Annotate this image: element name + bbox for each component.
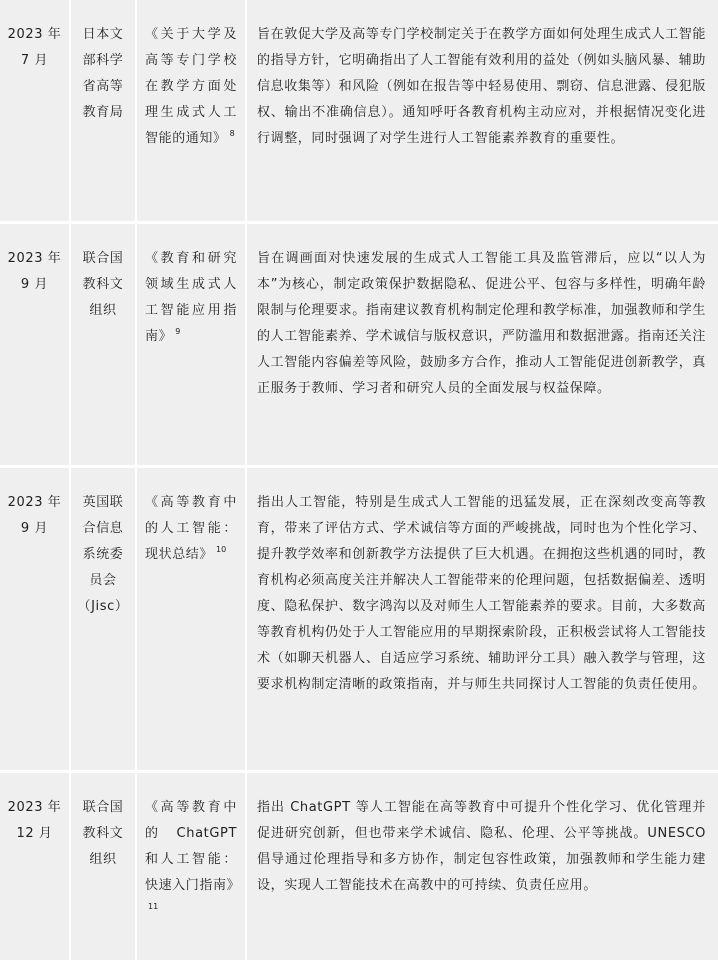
- table-row: [0, 222, 718, 466]
- footnote-marker[interactable]: 10: [216, 544, 227, 554]
- description-cell: 指出人工智能，特别是生成式人工智能的迅猛发展，正在深刻改变高等教育，带来了评估方式、学术诚信等方面的严峻挑战，同时也为个性化学习、提升教学效率和创新教学方法提供了巨大机遇。在拥抱这些机遇的同时，教育机构必须高度关注并解决人工智能带来的伦理问题，包括数据偏差、透明度、隐私保护、数字鸿沟以及对师生人工智能素养的要求。目前，大多数高等教育机构仍处于人工智能应用的早期探索阶段，正积极尝试将人工智能技术（如聊天机器人、自适应学习系统、辅助评分工具）融入教学与管理，这要求机构制定清晰的政策指南，并与师生共同探讨人工智能的负责任使用。: [246, 466, 718, 771]
- organization-cell: 联合国教科文组织: [70, 222, 136, 466]
- table-row: [0, 466, 718, 771]
- date-cell: 2023 年 12 月: [0, 771, 70, 961]
- footnote-marker[interactable]: 11: [148, 901, 159, 911]
- document-cell: [136, 771, 246, 961]
- description-cell: 旨在敦促大学及高等专门学校制定关于在教学方面如何处理生成式人工智能的指导方针，它明确指出了人工智能有效利用的益处（例如头脑风暴、辅助信息收集等）和风险（例如在报告等中轻易使用、剽窃、信息泄露、侵犯版权、输出不准确信息）。通知呼吁各教育机构主动应对，并根据情况变化进行调整，同时强调了对学生进行人工智能素养教育的重要性。: [246, 0, 718, 222]
- date-cell: 2023 年 7 月: [0, 0, 70, 222]
- date-cell: 2023 年 9 月: [0, 222, 70, 466]
- document-cell: [136, 0, 246, 222]
- organization-cell: 日本文部科学省高等教育局: [70, 0, 136, 222]
- organization-cell: 联合国教科文组织: [70, 771, 136, 961]
- description-cell: 指出 ChatGPT 等人工智能在高等教育中可提升个性化学习、优化管理并促进研究创新，但也带来学术诚信、隐私、伦理、公平等挑战。UNESCO 倡导通过伦理指导和多方协作，制定包容性政策，加强教师和学生能力建设，实现人工智能技术在高教中的可持续、负责任应用。: [246, 771, 718, 961]
- document-title: 《教育和研究领域生成式人工智能应用指南》: [145, 250, 237, 344]
- table-row: [0, 771, 718, 961]
- document-cell: [136, 222, 246, 466]
- document-title: 《高等教育中的 ChatGPT 和人工智能：快速入门指南》: [145, 799, 241, 893]
- document-title: 《高等教育中的人工智能：现状总结》: [145, 494, 237, 562]
- description-cell: 旨在调画面对快速发展的生成式人工智能工具及监管滞后，应以“以人为本”为核心，制定政策保护数据隐私、促进公平、包容与多样性，明确年龄限制与伦理要求。指南建议教育机构制定伦理和教学标准，加强教师和学生的人工智能素养、学术诚信与版权意识，严防滥用和数据泄露。指南还关注人工智能内容偏差等风险，鼓励多方合作，推动人工智能促进创新教学，真正服务于教师、学习者和研究人员的全面发展与权益保障。: [246, 222, 718, 466]
- document-cell: [136, 466, 246, 771]
- footnote-marker[interactable]: 9: [175, 326, 181, 336]
- date-cell: 2023 年 9 月: [0, 466, 70, 771]
- table-row: [0, 0, 718, 222]
- organization-cell: 英国联合信息系统委员会（Jisc）: [70, 466, 136, 771]
- document-title: 《关于大学及高等专门学校在教学方面处理生成式人工智能的通知》: [145, 27, 237, 146]
- footnote-marker[interactable]: 8: [229, 129, 235, 138]
